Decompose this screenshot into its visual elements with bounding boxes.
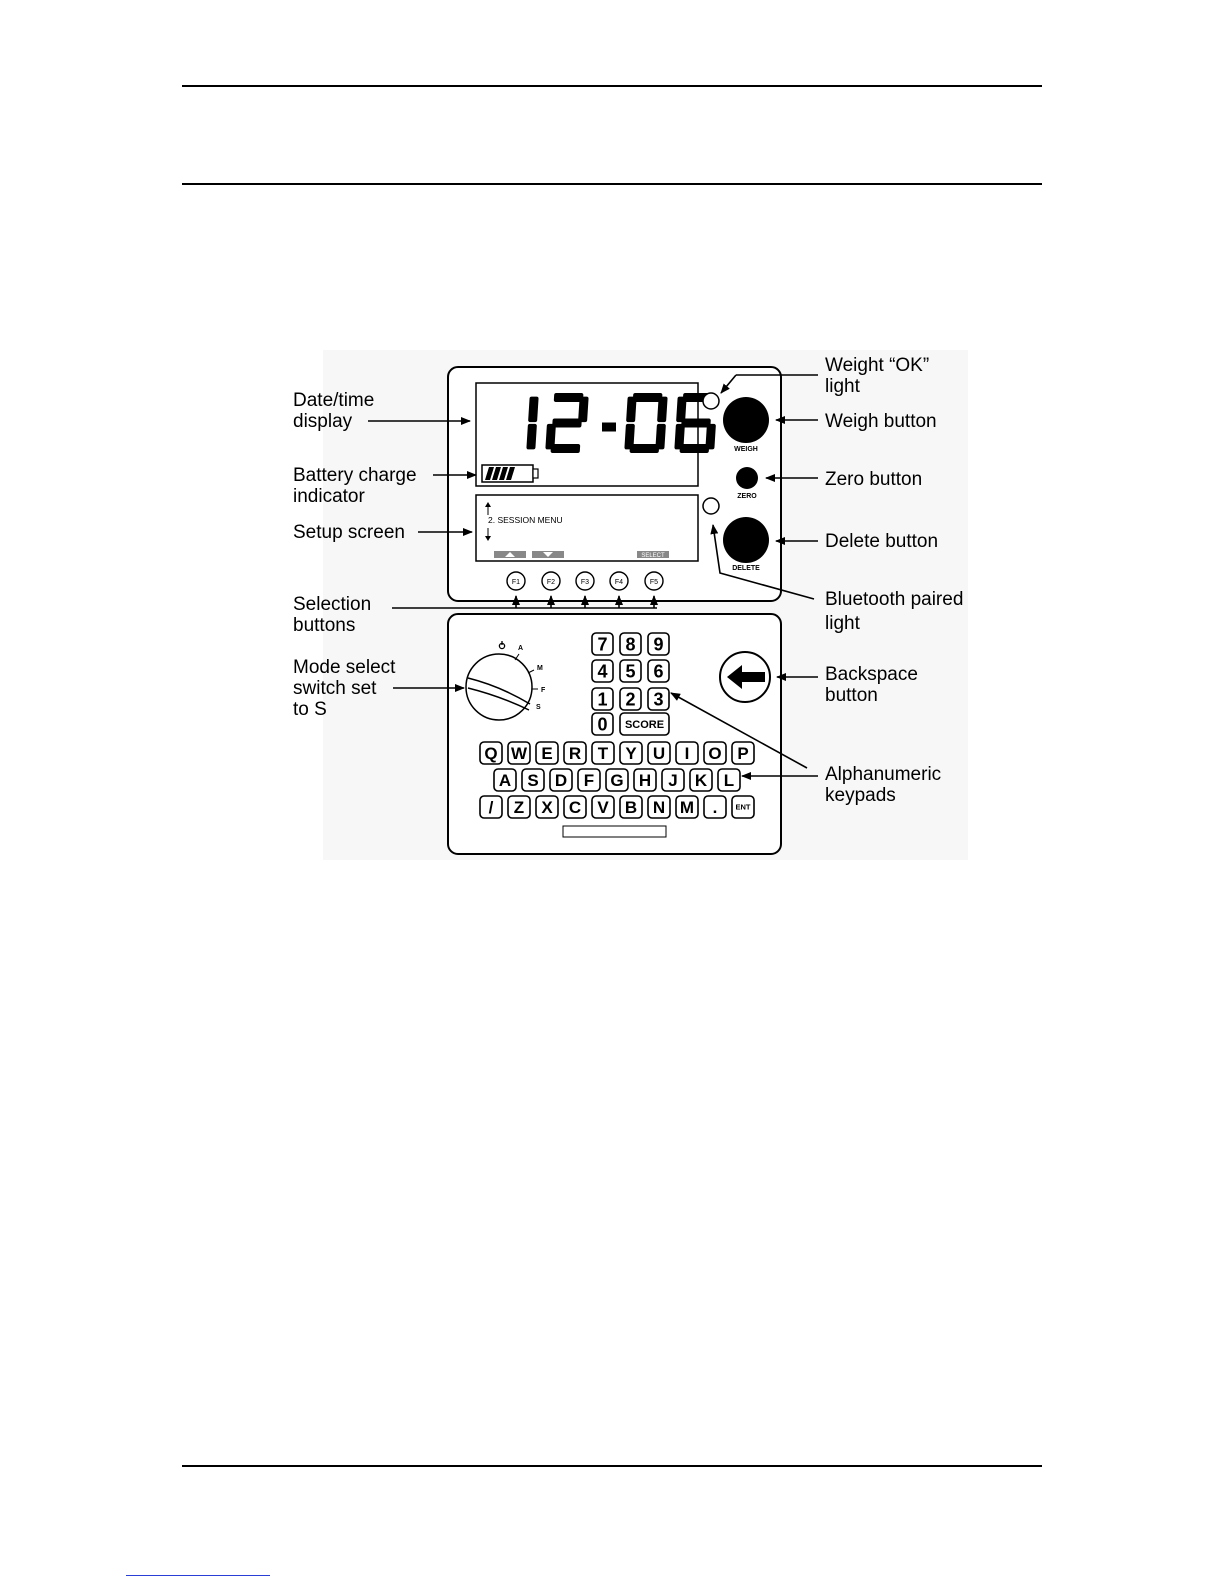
segment-b <box>578 397 589 423</box>
date-time-digits-text: 12-06 <box>0 0 3 1</box>
key-label: S <box>527 771 539 791</box>
softkey-select-label: SELECT <box>641 553 665 559</box>
function-key-label: F1 <box>511 579 521 586</box>
key-label: B <box>624 798 638 818</box>
key-r[interactable] <box>564 742 586 764</box>
key-label: Q <box>484 744 498 764</box>
key-label: 2 <box>625 689 636 710</box>
svg-text:Date/timedisplay: Date/time display <box>293 390 375 432</box>
key-label: Y <box>625 744 637 764</box>
key-n[interactable] <box>648 796 670 818</box>
callout-weigh-button <box>825 411 937 432</box>
key-label: SCORE <box>624 718 665 731</box>
key-c[interactable] <box>564 796 586 818</box>
key-p[interactable] <box>732 742 754 764</box>
key-label: O <box>708 744 722 764</box>
segment-d <box>630 444 660 453</box>
segment-f <box>626 397 637 423</box>
key-label: ENT <box>735 802 751 812</box>
softkey-down-icon <box>532 551 564 558</box>
softkey-up-icon <box>494 551 526 558</box>
key-w[interactable] <box>508 742 530 764</box>
function-key-label: F4 <box>614 579 624 586</box>
svg-text:Backspacebutton: Backspace button <box>825 664 918 706</box>
segment-a <box>554 393 584 402</box>
zero-button-label: ZERO <box>737 493 757 500</box>
svg-text:Selectionbuttons: Selection buttons <box>293 594 372 636</box>
key-v[interactable] <box>592 796 614 818</box>
weigh-button[interactable] <box>723 397 769 443</box>
delete-button-label: DELETE <box>732 565 760 572</box>
key-g[interactable] <box>606 769 628 791</box>
segment-b <box>528 397 539 423</box>
svg-text:Battery chargeindicator: Battery charge indicator <box>293 465 417 507</box>
key-s[interactable] <box>522 769 544 791</box>
key-label: A <box>498 771 512 791</box>
segment-a <box>633 393 663 402</box>
key-m[interactable] <box>676 796 698 818</box>
function-key-label: F2 <box>546 579 556 586</box>
key-x[interactable] <box>536 796 558 818</box>
key-label: X <box>541 798 553 818</box>
key-label: H <box>638 771 652 791</box>
key-label: 6 <box>653 661 664 682</box>
key-label: P <box>737 744 749 764</box>
key-label: F <box>583 771 595 791</box>
key-6[interactable] <box>648 660 669 682</box>
callout-delete-button <box>825 531 938 552</box>
svg-text:Mode selectswitch setto S: Mode select switch set to S <box>293 657 396 720</box>
key-q[interactable] <box>480 742 502 764</box>
setup-screen-line: 2. SESSION MENU <box>488 515 563 525</box>
key-label: T <box>597 744 609 764</box>
mode-position-m: M <box>537 665 543 672</box>
key-label: 8 <box>625 634 636 655</box>
svg-text:Bluetooth pairedlight: Bluetooth paired light <box>825 589 964 634</box>
segment-d <box>680 444 710 453</box>
function-key-f5[interactable] <box>645 572 663 590</box>
delete-button[interactable] <box>723 517 769 563</box>
key-label: U <box>652 744 666 764</box>
mode-position-a: A <box>518 645 524 652</box>
key-a[interactable] <box>494 769 516 791</box>
zero-button[interactable] <box>736 467 758 489</box>
key-label: K <box>694 771 708 791</box>
key-8[interactable] <box>620 633 641 655</box>
key-label: 3 <box>653 689 664 710</box>
function-key-label: F5 <box>649 579 659 586</box>
function-key-f2[interactable] <box>542 572 560 590</box>
key-y[interactable] <box>620 742 642 764</box>
function-key-f3[interactable] <box>576 572 594 590</box>
key-score[interactable] <box>620 713 669 735</box>
key-label: 4 <box>597 661 608 682</box>
key-t[interactable] <box>592 742 614 764</box>
svg-text:Alphanumerickeypads: Alphanumeric keypads <box>825 764 942 806</box>
segment-g <box>681 419 711 428</box>
key-3[interactable] <box>648 688 669 710</box>
key-label: 1 <box>597 689 608 710</box>
segment-g <box>552 419 582 428</box>
mode-position-f: F <box>541 687 546 694</box>
key-e[interactable] <box>536 742 558 764</box>
key-label: J <box>668 771 678 791</box>
key-4[interactable] <box>592 660 613 682</box>
segment-e <box>624 424 635 450</box>
key-label: G <box>610 771 624 791</box>
key-label: M <box>679 798 695 818</box>
mode-position-s: S <box>536 704 541 711</box>
svg-text:Zero button: Zero button <box>825 469 923 490</box>
svg-text:Weigh button: Weigh button <box>825 411 937 432</box>
key-u[interactable] <box>648 742 670 764</box>
svg-text:Setup screen: Setup screen <box>293 522 405 543</box>
weight-ok-light <box>703 393 719 409</box>
segment-c <box>705 424 716 450</box>
key-label: R <box>568 744 582 764</box>
battery-charge-icon <box>482 465 538 482</box>
key-z[interactable] <box>508 796 530 818</box>
key-i[interactable] <box>676 742 698 764</box>
key-label: E <box>541 744 553 764</box>
key-label: / <box>488 798 494 818</box>
key-9[interactable] <box>648 633 669 655</box>
key-d[interactable] <box>550 769 572 791</box>
svg-text:Weight “OK”light: Weight “OK” light <box>825 355 930 397</box>
key-f[interactable] <box>578 769 600 791</box>
function-key-f1[interactable] <box>507 572 525 590</box>
key-0[interactable] <box>592 713 613 735</box>
key-o[interactable] <box>704 742 726 764</box>
key-label: D <box>554 771 568 791</box>
key-label: . <box>712 798 718 818</box>
segment-c <box>526 424 537 450</box>
key-l[interactable] <box>718 769 740 791</box>
digit-dash <box>602 423 616 432</box>
key-label: V <box>597 798 609 818</box>
key-2[interactable] <box>620 688 641 710</box>
function-key-label: F3 <box>580 579 590 586</box>
key-label: L <box>723 771 735 791</box>
key-label: 9 <box>653 634 664 655</box>
key-1[interactable] <box>592 688 613 710</box>
key-ent[interactable] <box>732 796 754 818</box>
segment-d <box>551 444 581 453</box>
key-label: 5 <box>625 661 636 682</box>
segment-b <box>657 397 668 423</box>
key-j[interactable] <box>662 769 684 791</box>
key-h[interactable] <box>634 769 656 791</box>
key-label: C <box>568 798 582 818</box>
svg-text:Delete button: Delete button <box>825 531 939 552</box>
key-period[interactable] <box>704 796 726 818</box>
function-key-f4[interactable] <box>610 572 628 590</box>
key-label: Z <box>513 798 525 818</box>
key-label: I <box>684 744 690 764</box>
bluetooth-paired-light <box>703 498 719 514</box>
weigh-button-label: WEIGH <box>734 446 758 453</box>
key-5[interactable] <box>620 660 641 682</box>
backspace-button[interactable] <box>720 652 770 702</box>
key-k[interactable] <box>690 769 712 791</box>
key-label: W <box>510 744 528 764</box>
key-slash[interactable] <box>480 796 502 818</box>
key-label: N <box>652 798 666 818</box>
key-label: 0 <box>597 714 608 735</box>
callout-zero-button <box>825 469 922 490</box>
key-label: 7 <box>597 634 608 655</box>
callout-setup-screen <box>293 522 405 543</box>
card-slot <box>563 826 666 837</box>
key-7[interactable] <box>592 633 613 655</box>
segment-f <box>676 397 687 423</box>
key-b[interactable] <box>620 796 642 818</box>
